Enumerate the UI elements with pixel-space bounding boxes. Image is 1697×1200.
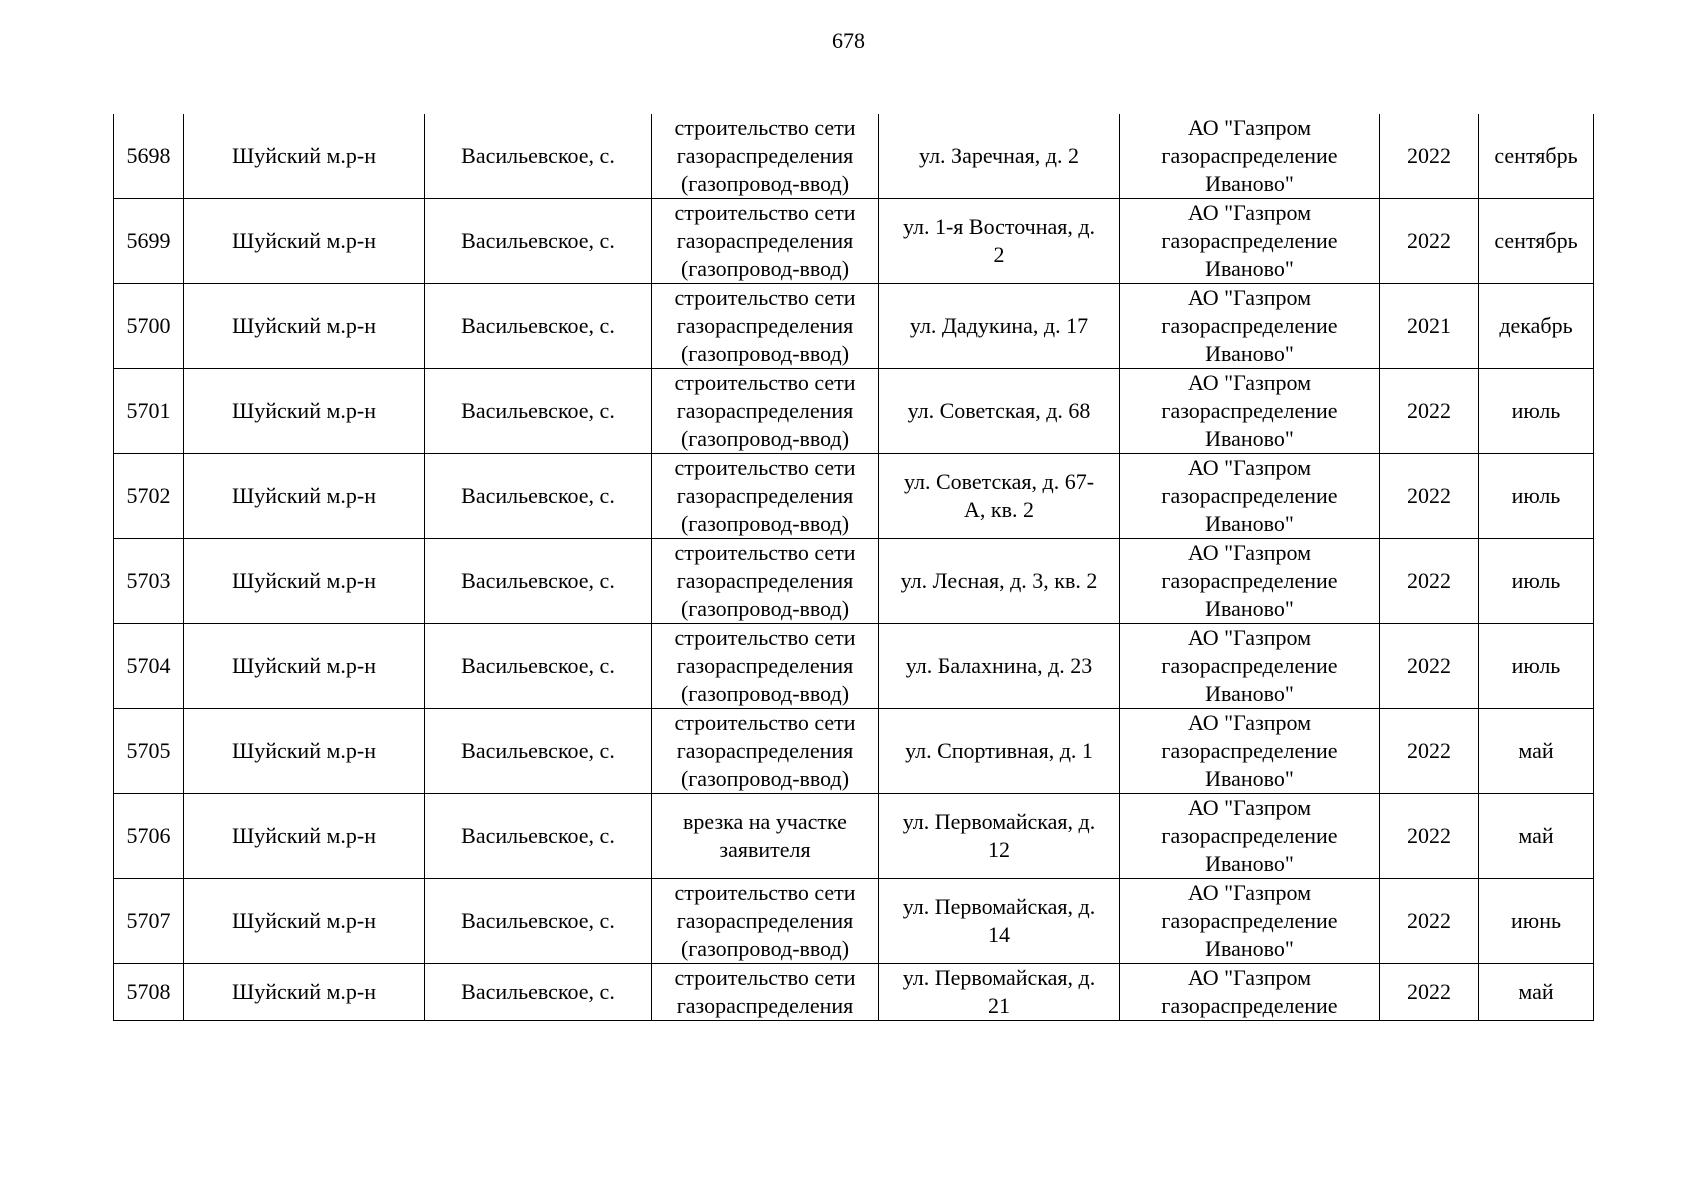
district-cell — [184, 539, 425, 624]
month-cell-text: декабрь — [1499, 313, 1573, 338]
work-type-cell-text: строительство сети газораспределения (газопровод-ввод) — [674, 710, 856, 791]
page-number: 678 — [832, 28, 865, 53]
organization-cell — [1120, 794, 1380, 879]
settlement-cell-text: Васильевское, с. — [461, 823, 615, 848]
address-cell — [879, 114, 1120, 199]
organization-cell-text: АО "Газпром газораспределение Иваново" — [1161, 285, 1338, 366]
table-row — [114, 454, 1594, 539]
work-type-cell-text: строительство сети газораспределения (газопровод-ввод) — [674, 200, 856, 281]
work-type-cell-text: строительство сети газораспределения (газопровод-ввод) — [674, 880, 856, 961]
address-cell — [879, 454, 1120, 539]
organization-cell-text: АО "Газпром газораспределение Иваново" — [1161, 710, 1338, 791]
organization-cell-text: АО "Газпром газораспределение Иваново" — [1161, 455, 1338, 536]
month-cell-text: май — [1518, 738, 1554, 763]
district-cell — [184, 709, 425, 794]
address-cell-text: ул. Лесная, д. 3, кв. 2 — [900, 568, 1098, 593]
month-cell-text: май — [1518, 823, 1554, 848]
district-cell — [184, 114, 425, 199]
table-row — [114, 964, 1594, 1021]
work-type-cell-text: строительство сети газораспределения (газопровод-ввод) — [674, 455, 856, 536]
month-cell-text: июль — [1511, 653, 1561, 678]
table-row — [114, 709, 1594, 794]
work-type-cell — [652, 794, 879, 879]
month-cell — [1479, 964, 1594, 1021]
district-cell-text: Шуйский м.р-н — [232, 143, 376, 168]
row-number-cell-text: 5701 — [126, 398, 171, 423]
work-type-cell — [652, 199, 879, 284]
year-cell-text: 2022 — [1407, 823, 1451, 848]
year-cell — [1380, 624, 1479, 709]
organization-cell — [1120, 539, 1380, 624]
organization-cell — [1120, 284, 1380, 369]
address-cell-text: ул. Первомайская, д. 12 — [902, 809, 1096, 862]
table-row — [114, 794, 1594, 879]
row-number-cell-text: 5707 — [126, 908, 171, 933]
year-cell — [1380, 199, 1479, 284]
row-number-cell — [114, 114, 184, 199]
work-type-cell-text: строительство сети газораспределения (газопровод-ввод) — [674, 370, 856, 451]
table-row — [114, 369, 1594, 454]
address-cell — [879, 199, 1120, 284]
settlement-cell — [425, 199, 652, 284]
settlement-cell-text: Васильевское, с. — [461, 143, 615, 168]
work-type-cell — [652, 284, 879, 369]
gasification-registry-table — [113, 114, 1594, 1021]
settlement-cell — [425, 624, 652, 709]
table-row — [114, 624, 1594, 709]
month-cell — [1479, 709, 1594, 794]
settlement-cell — [425, 709, 652, 794]
month-cell-text: июнь — [1510, 908, 1561, 933]
work-type-cell — [652, 114, 879, 199]
row-number-cell — [114, 964, 184, 1021]
year-cell — [1380, 454, 1479, 539]
address-cell — [879, 879, 1120, 964]
organization-cell — [1120, 454, 1380, 539]
district-cell — [184, 794, 425, 879]
work-type-cell-text: строительство сети газораспределения (газопровод-ввод) — [674, 115, 856, 196]
work-type-cell — [652, 454, 879, 539]
settlement-cell-text: Васильевское, с. — [461, 908, 615, 933]
year-cell-text: 2022 — [1407, 908, 1451, 933]
year-cell — [1380, 794, 1479, 879]
district-cell-text: Шуйский м.р-н — [232, 228, 376, 253]
row-number-cell-text: 5704 — [126, 653, 171, 678]
year-cell-text: 2022 — [1407, 398, 1451, 423]
settlement-cell-text: Васильевское, с. — [461, 228, 615, 253]
month-cell — [1479, 794, 1594, 879]
organization-cell — [1120, 369, 1380, 454]
row-number-cell-text: 5703 — [126, 568, 171, 593]
district-cell — [184, 369, 425, 454]
organization-cell — [1120, 964, 1380, 1021]
row-number-cell-text: 5700 — [126, 313, 171, 338]
row-number-cell — [114, 879, 184, 964]
year-cell-text: 2022 — [1407, 143, 1451, 168]
row-number-cell-text: 5699 — [126, 228, 171, 253]
district-cell-text: Шуйский м.р-н — [232, 738, 376, 763]
work-type-cell-text: врезка на участке заявителя — [683, 809, 847, 862]
district-cell-text: Шуйский м.р-н — [232, 483, 376, 508]
year-cell-text: 2022 — [1407, 568, 1451, 593]
work-type-cell — [652, 964, 879, 1021]
month-cell — [1479, 114, 1594, 199]
district-cell-text: Шуйский м.р-н — [232, 979, 376, 1004]
table-row — [114, 879, 1594, 964]
month-cell — [1479, 624, 1594, 709]
district-cell — [184, 624, 425, 709]
work-type-cell — [652, 369, 879, 454]
month-cell — [1479, 879, 1594, 964]
work-type-cell-text: строительство сети газораспределения (газопровод-ввод) — [674, 285, 856, 366]
district-cell — [184, 454, 425, 539]
row-number-cell-text: 5705 — [126, 738, 171, 763]
row-number-cell — [114, 709, 184, 794]
month-cell-text: июль — [1511, 398, 1561, 423]
settlement-cell — [425, 454, 652, 539]
month-cell — [1479, 284, 1594, 369]
work-type-cell-text: строительство сети газораспределения (газопровод-ввод) — [674, 625, 856, 706]
work-type-cell-text: строительство сети газораспределения — [674, 965, 856, 1018]
address-cell — [879, 709, 1120, 794]
settlement-cell-text: Васильевское, с. — [461, 653, 615, 678]
year-cell-text: 2022 — [1407, 653, 1451, 678]
row-number-cell — [114, 284, 184, 369]
address-cell-text: ул. Советская, д. 67- А, кв. 2 — [903, 469, 1095, 522]
table-row — [114, 284, 1594, 369]
year-cell — [1380, 709, 1479, 794]
table-row — [114, 199, 1594, 284]
address-cell-text: ул. Первомайская, д. 14 — [902, 894, 1096, 947]
year-cell-text: 2022 — [1407, 483, 1451, 508]
settlement-cell — [425, 284, 652, 369]
year-cell — [1380, 114, 1479, 199]
table-row — [114, 539, 1594, 624]
district-cell — [184, 284, 425, 369]
organization-cell — [1120, 114, 1380, 199]
address-cell-text: ул. Балахнина, д. 23 — [905, 653, 1093, 678]
year-cell — [1380, 284, 1479, 369]
organization-cell-text: АО "Газпром газораспределение Иваново" — [1161, 795, 1338, 876]
settlement-cell-text: Васильевское, с. — [461, 738, 615, 763]
organization-cell — [1120, 199, 1380, 284]
district-cell-text: Шуйский м.р-н — [232, 313, 376, 338]
settlement-cell — [425, 794, 652, 879]
year-cell — [1380, 369, 1479, 454]
address-cell-text: ул. Первомайская, д. 21 — [902, 965, 1096, 1018]
organization-cell-text: АО "Газпром газораспределение — [1161, 965, 1338, 1018]
work-type-cell — [652, 709, 879, 794]
address-cell-text: ул. Советская, д. 68 — [907, 398, 1091, 423]
year-cell-text: 2022 — [1407, 979, 1451, 1004]
work-type-cell — [652, 879, 879, 964]
row-number-cell — [114, 624, 184, 709]
address-cell — [879, 369, 1120, 454]
organization-cell — [1120, 709, 1380, 794]
settlement-cell — [425, 539, 652, 624]
row-number-cell — [114, 454, 184, 539]
district-cell-text: Шуйский м.р-н — [232, 568, 376, 593]
year-cell — [1380, 964, 1479, 1021]
district-cell-text: Шуйский м.р-н — [232, 823, 376, 848]
month-cell-text: сентябрь — [1494, 228, 1578, 253]
address-cell — [879, 539, 1120, 624]
year-cell — [1380, 539, 1479, 624]
work-type-cell-text: строительство сети газораспределения (газопровод-ввод) — [674, 540, 856, 621]
organization-cell-text: АО "Газпром газораспределение Иваново" — [1161, 115, 1338, 196]
year-cell — [1380, 879, 1479, 964]
address-cell-text: ул. Спортивная, д. 1 — [905, 738, 1093, 763]
district-cell-text: Шуйский м.р-н — [232, 908, 376, 933]
settlement-cell-text: Васильевское, с. — [461, 313, 615, 338]
district-cell — [184, 199, 425, 284]
registry-table-body — [114, 114, 1594, 1021]
settlement-cell — [425, 369, 652, 454]
district-cell — [184, 964, 425, 1021]
organization-cell-text: АО "Газпром газораспределение Иваново" — [1161, 370, 1338, 451]
settlement-cell — [425, 964, 652, 1021]
address-cell-text: ул. 1-я Восточная, д. 2 — [902, 214, 1096, 267]
organization-cell — [1120, 624, 1380, 709]
month-cell-text: июль — [1511, 483, 1561, 508]
month-cell — [1479, 539, 1594, 624]
month-cell — [1479, 369, 1594, 454]
row-number-cell-text: 5698 — [126, 143, 171, 168]
year-cell-text: 2021 — [1407, 313, 1451, 338]
row-number-cell — [114, 539, 184, 624]
settlement-cell-text: Васильевское, с. — [461, 483, 615, 508]
district-cell — [184, 879, 425, 964]
month-cell — [1479, 199, 1594, 284]
organization-cell-text: АО "Газпром газораспределение Иваново" — [1161, 540, 1338, 621]
settlement-cell-text: Васильевское, с. — [461, 398, 615, 423]
address-cell — [879, 284, 1120, 369]
organization-cell-text: АО "Газпром газораспределение Иваново" — [1161, 200, 1338, 281]
row-number-cell-text: 5708 — [126, 979, 171, 1004]
district-cell-text: Шуйский м.р-н — [232, 398, 376, 423]
organization-cell — [1120, 879, 1380, 964]
year-cell-text: 2022 — [1407, 228, 1451, 253]
table-row — [114, 114, 1594, 199]
row-number-cell-text: 5702 — [126, 483, 171, 508]
row-number-cell-text: 5706 — [126, 823, 171, 848]
work-type-cell — [652, 539, 879, 624]
month-cell-text: май — [1518, 979, 1554, 1004]
settlement-cell — [425, 879, 652, 964]
organization-cell-text: АО "Газпром газораспределение Иваново" — [1161, 880, 1338, 961]
address-cell — [879, 794, 1120, 879]
work-type-cell — [652, 624, 879, 709]
settlement-cell-text: Васильевское, с. — [461, 979, 615, 1004]
address-cell-text: ул. Заречная, д. 2 — [919, 143, 1079, 168]
organization-cell-text: АО "Газпром газораспределение Иваново" — [1161, 625, 1338, 706]
month-cell-text: июль — [1511, 568, 1561, 593]
row-number-cell — [114, 794, 184, 879]
address-cell-text: ул. Дадукина, д. 17 — [909, 313, 1089, 338]
settlement-cell — [425, 114, 652, 199]
address-cell — [879, 624, 1120, 709]
settlement-cell-text: Васильевское, с. — [461, 568, 615, 593]
row-number-cell — [114, 369, 184, 454]
month-cell — [1479, 454, 1594, 539]
address-cell — [879, 964, 1120, 1021]
year-cell-text: 2022 — [1407, 738, 1451, 763]
district-cell-text: Шуйский м.р-н — [232, 653, 376, 678]
row-number-cell — [114, 199, 184, 284]
month-cell-text: сентябрь — [1494, 143, 1578, 168]
